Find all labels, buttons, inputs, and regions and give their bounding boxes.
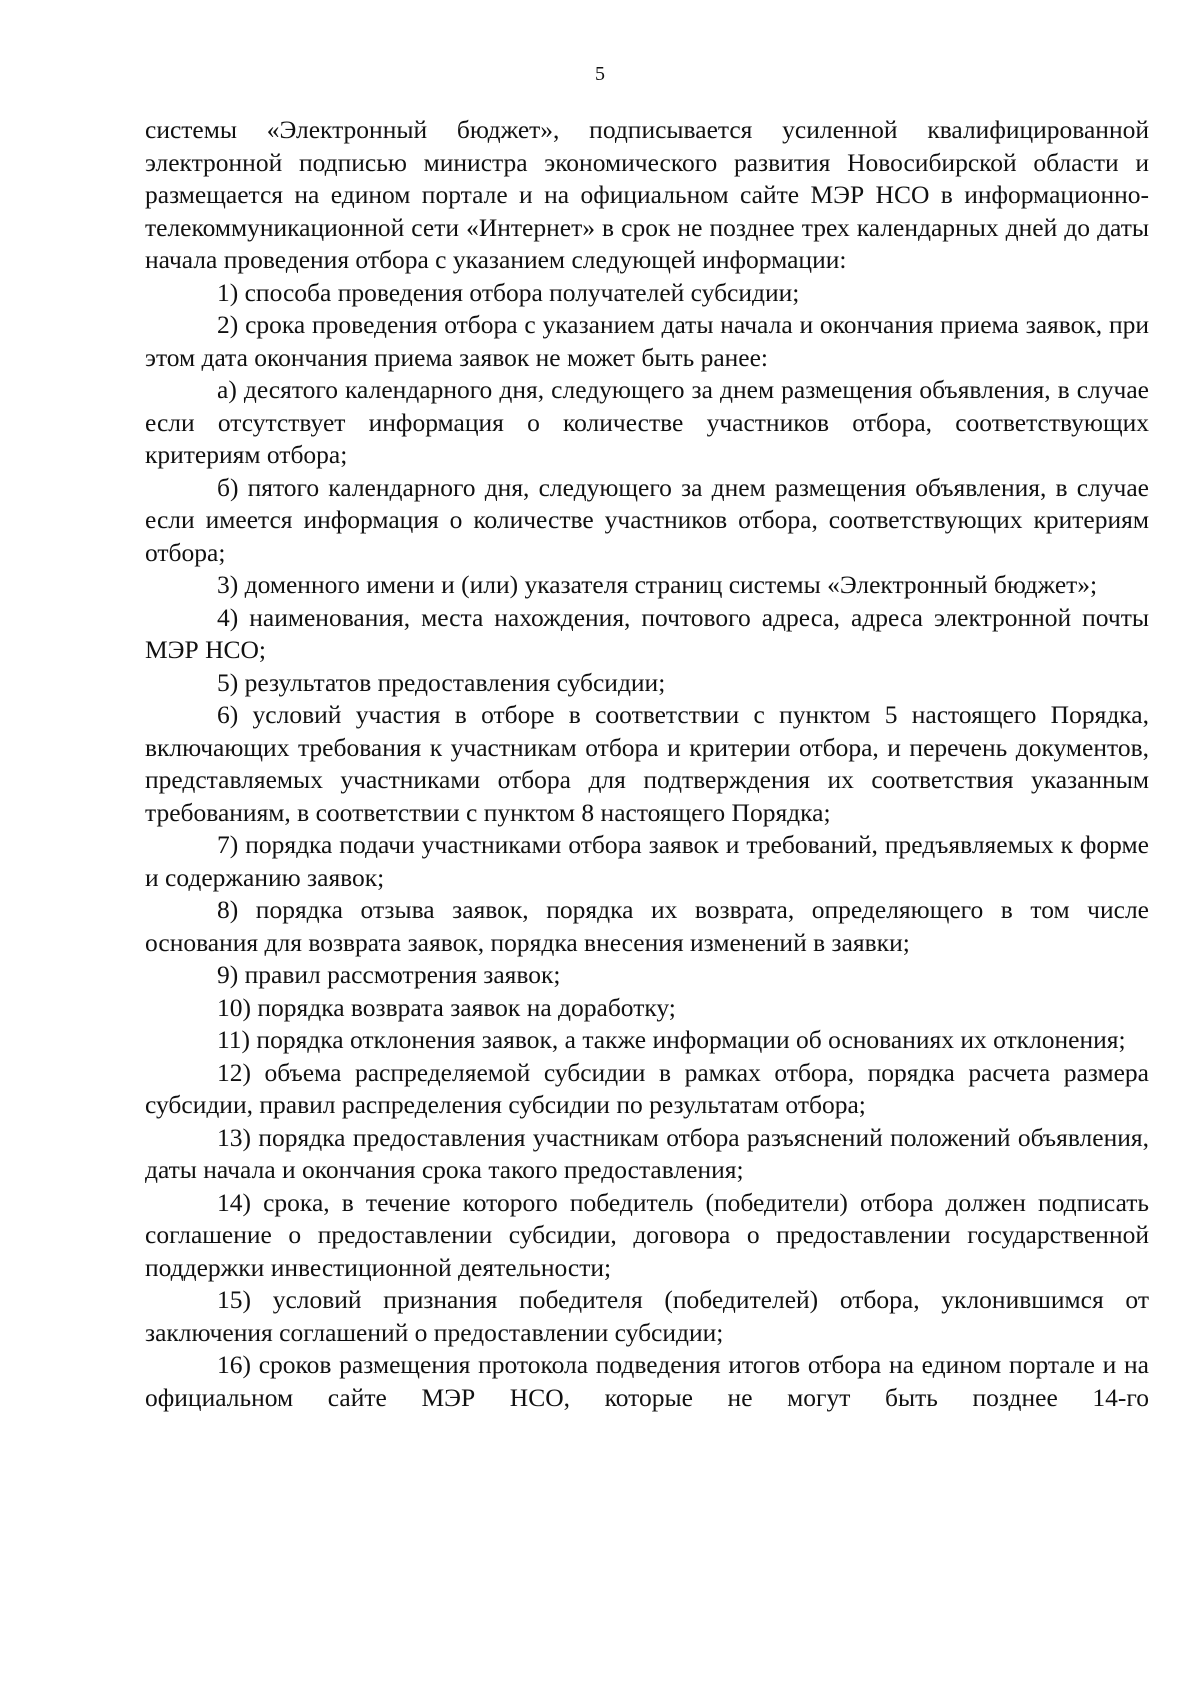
list-item-4: 4) наименования, места нахождения, почтового адреса, адреса электронной почты МЭР НСО; [145, 602, 1149, 664]
list-item-8: 8) порядка отзыва заявок, порядка их возврата, определяющего в том числе основания для возврата заявок, порядка внесения изменений в заявки; [145, 895, 1149, 957]
paragraph-intro: системы «Электронный бюджет», подписывается усиленной квалифицированной электронной подписью министра экономического развития Новосибирской области и размещается на едином портале и на официальном сайте МЭР НСО в информационно-телекоммуникационной сети «Интернет» в срок не позднее трех календарных дней до даты начала проведения отбора с указанием следующей информации: [145, 115, 1149, 274]
page-number: 5 [595, 63, 605, 85]
list-item-14: 14) срока, в течение которого победитель (победители) отбора должен подписать соглашение о предоставлении субсидии, договора о предоставлении государственной поддержки инвестиционной деятельности; [145, 1187, 1149, 1282]
list-item-3: 3) доменного имени и (или) указателя страниц системы «Электронный бюджет»; [217, 570, 1098, 599]
list-item-9: 9) правил рассмотрения заявок; [217, 960, 561, 989]
document-body [145, 114, 1149, 1414]
list-item-10: 10) порядка возврата заявок на доработку; [217, 992, 676, 1022]
list-item-11: 11) порядка отклонения заявок, а также информации об основаниях их отклонения; [217, 1025, 1126, 1054]
list-item-2a: а) десятого календарного дня, следующего за днем размещения объявления, в случае если отсутствует информация о количестве участников отбора, соответствующих критериям отбора; [145, 375, 1149, 469]
list-item-12: 12) объема распределяемой субсидии в рамках отбора, порядка расчета размера субсидии, правил распределения субсидии по результатам отбора; [145, 1057, 1149, 1119]
list-item-16: 16) сроков размещения протокола подведения итогов отбора на едином портале и на официальном сайте МЭР НСО, которые не могут быть позднее 14-го [145, 1350, 1149, 1412]
list-item-5: 5) результатов предоставления субсидии; [217, 667, 666, 697]
list-item-2b: б) пятого календарного дня, следующего за днем размещения объявления, в случае если имеется информация о количестве участников отбора, соответствующих критериям отбора; [145, 472, 1149, 567]
list-item-13: 13) порядка предоставления участникам отбора разъяснений положений объявления, даты начала и окончания срока такого предоставления; [145, 1122, 1149, 1184]
list-item-15: 15) условий признания победителя (победителей) отбора, уклонившимся от заключения соглашений о предоставлении субсидии; [145, 1285, 1149, 1347]
list-item-2: 2) срока проведения отбора с указанием даты начала и окончания приема заявок, при этом дата окончания приема заявок не может быть ранее: [145, 310, 1149, 372]
list-item-6: 6) условий участия в отборе в соответствии с пунктом 5 настоящего Порядка, включающих требования к участникам отбора и критерии отбора, и перечень документов, представляемых участниками отбора для подтверждения их соответствия указанным требованиям, в соответствии с пунктом 8 настоящего Порядка; [145, 700, 1149, 827]
list-item-7: 7) порядка подачи участниками отбора заявок и требований, предъявляемых к форме и содержанию заявок; [145, 830, 1149, 892]
list-item-1: 1) способа проведения отбора получателей субсидии; [217, 277, 800, 307]
